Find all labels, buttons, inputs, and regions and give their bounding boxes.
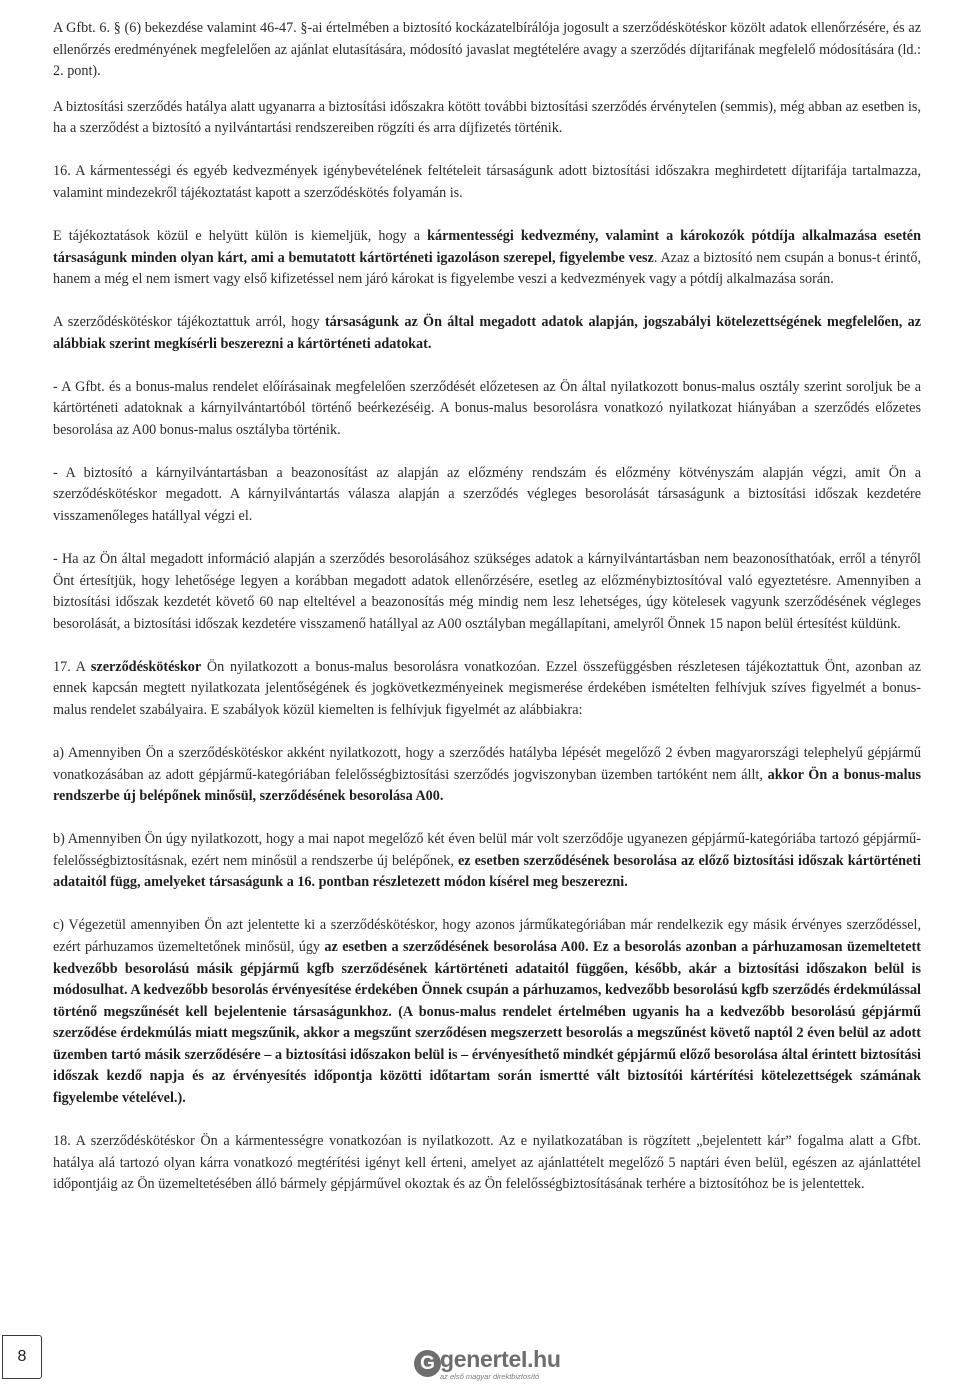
text-run: A Gfbt. 6. § (6) bekezdése valamint 46-47. §-ai értelmében a biztosító kockázatelbírálója jogosult a szerződéskötéskor közölt adatok ellenőrzésére, és az ellenőrzés eredményének megfelelően az ajánlat elutasítására, módosító javaslat megtételére avagy a szerződés díjtarifának megfelelő módosítására (ld.: 2. pont). — [53, 20, 921, 80]
text-run: A szerződéskötéskor tájékoztattuk arról, hogy — [53, 314, 325, 331]
paragraph — [53, 915, 921, 1109]
text-run: - A biztosító a kárnyilvántartásban a beazonosítást az alapján az előzmény rendszám és előzmény kötvényszám alapján végzi, amit Ön a szerződéskötéskor megadott. A kárnyilvántartás válasza alapján a szerződés végleges besorolását társaságunk a biztosítási időszak kezdetére visszamenőleges hatállyal végzi el. — [53, 464, 921, 525]
text-run: a) Amennyiben Ön a szerződéskötéskor akként nyilatkozott, hogy a szerződés hatályba lépését megelőző 2 évben magyarországi telephelyű gépjármű vonatkozásában az adott gépjármű-kategóriában felelősségbiztosítási szerződés jogviszonyban üzemben tartóként nem állt, — [53, 744, 921, 783]
bold-text: az esetben a szerződésének besorolása A00. Ez a besorolás azonban a párhuzamosan üzemeltetett kedvezőbb besorolású másik gépjármű kgfb szerződésének kártörténeti adataitól függően, később, akár a biztosítási időszakon belül is módosulhat. A kedvezőbb besorolás érvényesítése érdekében Önnek csupán a párhuzamos, kedvezőbb besorolású kgfb szerződés érdekmúlással történő megszűnését kell bejelentenie társaságunkhoz. (A bonus-malus rendelet értelmében ugyanis ha a kedvezőbb besorolású gépjármű szerződése érdekmúlás miatt megszűnik, akkor a megszűnt szerződésen megszerzett besorolás a megszűnést követő naptól 2 éven belül az adott üzemben tartó másik szerződésére – a biztosítási időszakon belül is – érvényesíthető mindkét gépjármű előző besorolása által érintett biztosítási időszak kezdő napja és az érvényesítés időpontja közötti időtartam során ismertté vált biztosítói kártérítési kötelezettségek számának figyelembe vételével.). — [53, 938, 921, 1107]
paragraph — [53, 226, 921, 291]
paragraph — [53, 549, 921, 635]
logo-g-icon: G — [414, 1350, 441, 1377]
text-run: 18. A szerződéskötéskor Ön a kármentességre vonatkozóan is nyilatkozott. Az e nyilatkozatában is rögzített „bejelentett kár” fogalma alatt a Gfbt. hatálya alá tartozó olyan kárra vonatkozó megtérítési igényt kell érteni, amelyet az ajánlattételt megelőző 5 naptári éven belül, egészen az ajánlattétel időpontjáig az Ön üzemeltetésében álló bármely gépjárművel okoztak és az Ön felelősségbiztosításának terhére a biztosítóhoz be is jelentettek. — [53, 1133, 921, 1193]
text-run: - A Gfbt. és a bonus-malus rendelet előírásainak megfelelően szerződését előzetesen az Ön által nyilatkozott bonus-malus osztály szerint soroljuk be a kártörténeti adatoknak a kárnyilvántartóból történő beérkezéséig. A bonus-malus besorolásra vonatkozó nyilatkozat hiányában a szerződés előzetes besorolása az A00 bonus-malus osztályba történik. — [53, 378, 921, 438]
genertel-logo — [414, 1346, 564, 1384]
bold-text: kármentességi kedvezmény, valamint a károkozók pótdíja alkalmazása esetén társaságunk minden olyan kárt, ami a bemutatott kártörténeti igazoláson szerepel, figyelembe vesz — [53, 227, 921, 266]
paragraph — [53, 377, 921, 442]
paragraph — [53, 312, 921, 355]
text-run: c) Végezetül amennyiben Ön azt jelentette ki a szerződéskötéskor, hogy azonos járműkategóriában már rendelkezik egy másik érvényes szerződéssel, ezért párhuzamos üzemeltetőnek minősül, úgy — [53, 917, 921, 955]
paragraph — [53, 743, 921, 808]
bold-text: akkor Ön a bonus-malus rendszerbe új belépőnek minősül, szerződésének besorolása A00. — [53, 766, 921, 805]
page-number-text: 8 — [17, 1348, 27, 1365]
text-run: - Ha az Ön által megadott információ alapján a szerződés besorolásához szükséges adatok a kárnyilvántartásban nem beazonosíthatóak, erről a tényről Önt értesítjük, hogy lehetősége legyen a korábban megadott adatok ellenőrzésére, esetleg az előzménybiztosítóval való egyeztetésre. Amennyiben a biztosítási időszak kezdetét követő 60 nap elteltével a beazonosítás még mindig nem lesz lehetséges, úgy kötelesek vagyunk szerződésének végleges besorolását, a biztosítási időszak kezdetére visszamenő hatállyal az A00 osztályban megállapítani, amelyről Önnek 15 napon belül értesítést küldünk. — [53, 551, 921, 632]
paragraph — [53, 18, 921, 83]
logo-name: generteI.hu — [440, 1346, 561, 1372]
paragraph — [53, 1131, 921, 1196]
paragraph — [53, 657, 921, 722]
text-run: Ön nyilatkozott a bonus-malus besorolásra vonatkozóan. Ezzel összefüggésben részletesen tájékoztattuk Önt, azonban az ennek kapcsán megtett nyilatkozata jelentőségének és jogkövetkezményeinek megismerése érdekében ismételten felhívjuk szíves figyelmét a bonus-malus rendelet szabályaira. E szabályok közül kiemelten is felhívjuk figyelmét az alábbiakra: — [53, 658, 921, 718]
paragraph — [53, 829, 921, 894]
paragraph — [53, 161, 921, 204]
document-body — [53, 18, 921, 1217]
text-run: 16. A kármentességi és egyéb kedvezmények igénybevételének feltételeit társaságunk adott biztosítási időszakra meghirdetett díjtarifája tartalmazza, valamint mindezekről tájékoztatást kapott a szerződéskötés folyamán is. — [53, 163, 921, 201]
text-run: E tájékoztatások közül e helyütt külön is kiemeljük, hogy a — [53, 227, 428, 244]
text-run: b) Amennyiben Ön úgy nyilatkozott, hogy a mai napot megelőző két éven belül már volt szerződője ugyanezen gépjármű-kategóriába tartozó gépjármű-felelősségbiztosításnak, ezért nem minősül a rendszerbe új belépőnek, — [53, 831, 921, 869]
text-run: A biztosítási szerződés hatálya alatt ugyanarra a biztosítási időszakra kötött további biztosítási szerződés érvénytelen (semmis), még abban az esetben is, ha a szerződést a biztosító a nyilvántartási rendszereiben rögzíti és arra díjfizetés történik. — [53, 98, 921, 137]
bold-text: szerződéskötéskor — [90, 658, 202, 675]
paragraph — [53, 463, 921, 528]
paragraph — [53, 97, 921, 140]
logo-tagline: az első magyar direktbiztosító — [440, 1372, 540, 1381]
bold-text: ez esetben szerződésének besorolása az előző biztosítási időszak kártörténeti adataitól függ, amelyeket társaságunk a 16. pontban részletezett módon kísérel meg beszerezni. — [53, 852, 921, 891]
text-run: . Azaz a biztosító nem csupán a bonus-t érintő, hanem a még el nem ismert vagy első kifizetéssel nem járó károkat is figyelembe veszi a kedvezmények vagy a pótdíj alkalmazása során. — [53, 249, 921, 288]
bold-text: társaságunk az Ön által megadott adatok alapján, jogszabályi kötelezettségének megfelelően, az alábbiak szerint megkísérli beszerezni a kártörténeti adatokat. — [53, 314, 921, 352]
text-run: 17. A — [53, 658, 91, 675]
page-number — [2, 1335, 42, 1379]
